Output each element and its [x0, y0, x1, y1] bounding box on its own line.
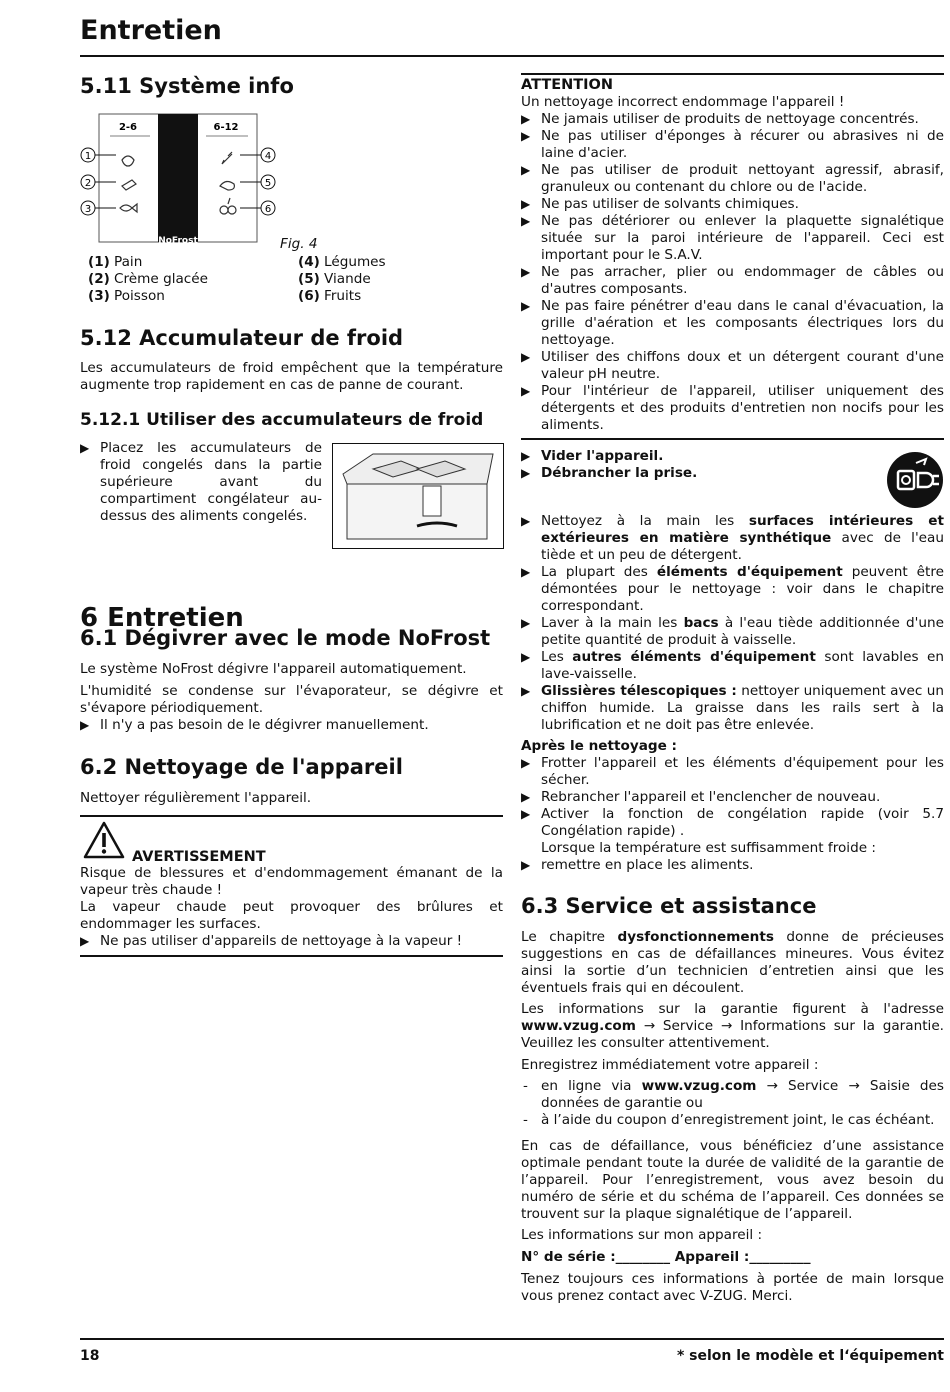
section-6-3-title: 6.3 Service et assistance — [521, 894, 817, 918]
footer-note: * selon le modèle et l‘équipement — [676, 1348, 944, 1364]
section-6-2-title: 6.2 Nettoyage de l'appareil — [80, 755, 403, 779]
attention-title: ATTENTION — [521, 77, 613, 93]
section-6-3-p1: Le chapitre dysfonctionnements donne de précieuses suggestions en cas de défaillances mineures. Vous évitez ainsi la sortie d’un technicien d’entretien ainsi que les éventuels frais qui en découlent. — [521, 929, 944, 996]
attention-bullets: ▶ Ne jamais utiliser de produits de nettoyage concentrés. ▶ Ne pas utiliser d'éponges à récurer ou abrasives ni de laine d'acier. ▶ Ne pas utiliser de produit nettoyant agressif, abrasif, granuleux ou contenant du chlore ou de l'acide. ▶ Ne pas utiliser de solvants chimiques. ▶ Ne pas détériorer ou enlever la plaquette signalétique située sur la paroi intérieure de l'appareil. Ceci est important pour le S.A.V. ▶ Ne pas arracher, plier ou endommager de câbles ou d'autres composants. ▶ Ne pas faire pénétrer d'eau dans le canal d'évacuation, la grille d'aération et les composants électriques lors du nettoyage. ▶ Utiliser des chiffons doux et un détergent courant d'une valeur pH neutre. ▶ Pour l'intérieur de l'appareil, utiliser uniquement des détergents et des produits d'entretien non nocifs pour les aliments. — [521, 111, 944, 434]
section-6-2-p1: Nettoyer régulièrement l'appareil. — [80, 790, 312, 806]
section-6-3-p3: Enregistrez immédiatement votre appareil : — [521, 1057, 819, 1073]
warning-icon — [82, 820, 126, 860]
serial-number-line: N° de série :________ Appareil :_________ — [521, 1249, 811, 1265]
prep-steps: ▶ Vider l'appareil. ▶ Débrancher la prise. — [521, 448, 861, 482]
section-5-12-1-title: 5.12.1 Utiliser des accumulateurs de froid — [80, 410, 484, 430]
legend-left: (1) Pain (2) Crème glacée (3) Poisson — [88, 254, 209, 304]
warning-title: AVERTISSEMENT — [132, 849, 266, 865]
svg-text:5: 5 — [264, 178, 272, 189]
section-6-3-p6: Tenez toujours ces informations à portée de main lorsque vous prenez contact avec V-ZUG. Merci. — [521, 1271, 944, 1304]
warning-p2: La vapeur chaude peut provoquer des brûlures et endommager les surfaces. — [80, 899, 503, 932]
section-6-1-p2: L'humidité se condense sur l'évaporateur, se dégivre et s'évapore périodiquement. — [80, 683, 503, 716]
after-cleaning-title: Après le nettoyage : — [521, 738, 677, 754]
unplug-icon — [886, 451, 944, 509]
warning-bottom-rule — [80, 955, 503, 957]
section-5-12-title: 5.12 Accumulateur de froid — [80, 326, 404, 350]
section-5-12-text: Les accumulateurs de froid empêchent que la température augmente trop rapidement en cas de panne de courant. — [80, 360, 503, 393]
section-6-3-p2: Les informations sur la garantie figurent à l'adresse www.vzug.com → Service → Informations sur la garantie. Veuillez les consulter attentivement. — [521, 1001, 944, 1051]
svg-text:6: 6 — [264, 204, 272, 215]
legend-right: (4) Légumes (5) Viande (6) Fruits — [298, 254, 386, 304]
page-number: 18 — [80, 1348, 100, 1364]
fig-label-right: 6-12 — [213, 122, 239, 133]
warning-p1: Risque de blessures et d'endommagement émanant de la vapeur très chaude ! — [80, 865, 503, 898]
svg-text:1: 1 — [84, 151, 92, 162]
cold-pack-illustration — [332, 443, 504, 549]
section-6-1-title: 6.1 Dégivrer avec le mode NoFrost — [80, 626, 491, 650]
page-header-title: Entretien — [80, 15, 222, 46]
vzug-link: www.vzug.com — [521, 1018, 636, 1034]
section-5-11-title: 5.11 Système info — [80, 74, 294, 98]
attention-bottom-rule — [521, 438, 944, 440]
attention-top-rule — [521, 73, 944, 75]
chapter-6-title: 6 Entretien — [80, 603, 244, 633]
header-rule — [80, 55, 944, 57]
section-6-3-p5: Les informations sur mon appareil : — [521, 1227, 763, 1243]
footer-rule — [80, 1338, 944, 1340]
fig-nofrost-label: NoFrost — [158, 236, 198, 246]
after-cleaning-steps: ▶ Frotter l'appareil et les éléments d'équipement pour les sécher. ▶ Rebrancher l'appareil et l'enclencher de nouveau. ▶ Activer la fonction de congélation rapide (voir 5.7 Congélation rapide) . Lorsque la température est suffisamment froide : ▶ remettre en place les aliments. — [521, 755, 944, 874]
warning-bullets: ▶ Ne pas utiliser d'appareils de nettoyage à la vapeur ! — [80, 933, 503, 950]
section-6-1-p1: Le système NoFrost dégivre l'appareil automatiquement. — [80, 661, 467, 677]
figure-caption: Fig. 4 — [280, 236, 318, 252]
system-info-figure — [80, 108, 320, 248]
svg-text:3: 3 — [84, 204, 92, 215]
cleaning-steps: ▶ Nettoyez à la main les surfaces intérieures et extérieures en matière synthétique avec de l'eau tiède et un peu de détergent. ▶ La plupart des éléments d'équipement peuvent être démontées pour le nettoyage : voir dans le chapitre correspondant. ▶ Laver à la main les bacs à l'eau tiède additionnée d'une petite quantité de produit à vaisselle. ▶ Les autres éléments d'équipement sont lavables en lave-vaisselle. ▶ Glissières télescopiques : nettoyer uniquement avec un chiffon humide. La graisse dans les rails sert à la lubrification et ne doit pas être enlevée. — [521, 513, 944, 734]
attention-intro: Un nettoyage incorrect endommage l'appareil ! — [521, 94, 845, 110]
cold-pack-instructions: ▶ Placez les accumulateurs de froid congelés dans la partie supérieure avant du compartiment congélateur au-dessus des aliments congelés. — [80, 440, 322, 525]
warning-top-rule — [80, 815, 503, 817]
svg-text:4: 4 — [264, 151, 272, 162]
system-info-diagram — [80, 108, 320, 248]
section-6-3-p4: En cas de défaillance, vous bénéficiez d’une assistance optimale pendant toute la durée de validité de la garantie de l’appareil. Pour l’enregistrement, vous avez besoin du numéro de série et du schéma de l’appareil. Ces données se trouvent sur la plaque signalétique de l’appareil. — [521, 1138, 944, 1222]
registration-options: - en ligne via www.vzug.com → Service → Saisie des données de garantie ou - à l’aide du coupon d’enregistrement joint, le cas échéant. — [521, 1078, 944, 1129]
fig-label-left: 2-6 — [118, 122, 138, 133]
svg-text:2: 2 — [84, 178, 92, 189]
section-6-1-bullets: ▶ Il n'y a pas besoin de le dégivrer manuellement. — [80, 717, 503, 734]
